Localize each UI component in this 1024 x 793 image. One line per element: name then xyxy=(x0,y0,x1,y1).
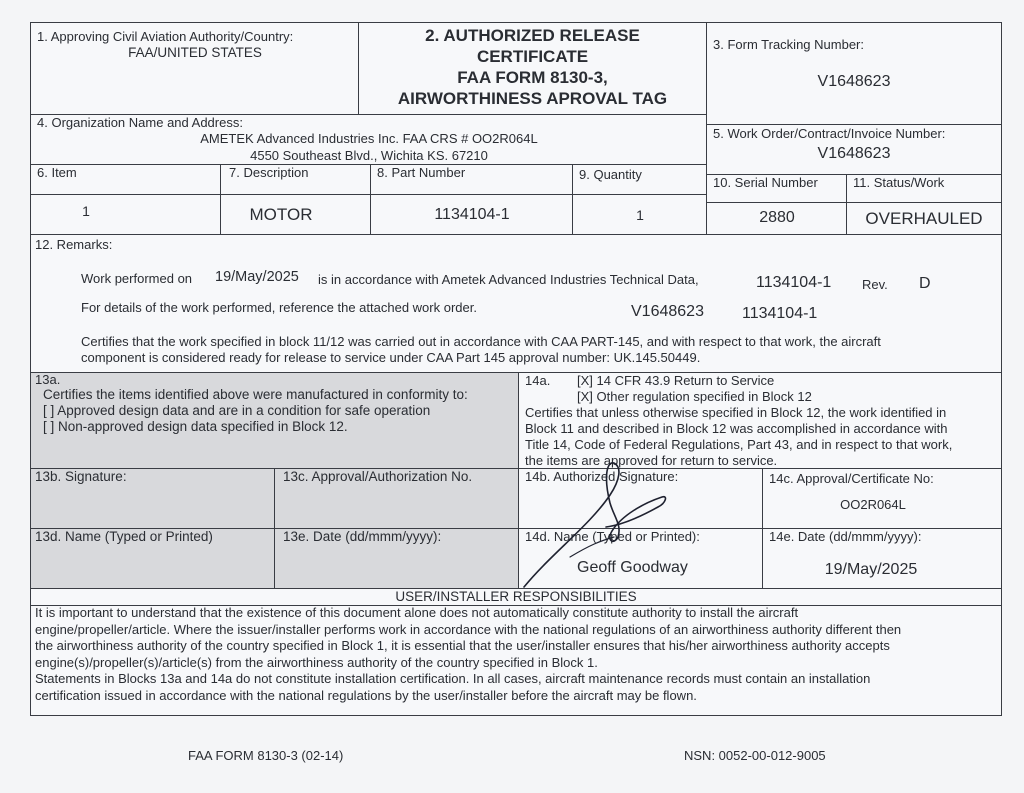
signature-stroke xyxy=(524,463,665,587)
release-date: 19/May/2025 xyxy=(824,561,918,578)
header-serial-number-label: 10. Serial Number xyxy=(713,175,818,190)
block-13c xyxy=(275,469,519,529)
header-part-number xyxy=(371,165,573,195)
responsibilities-title: USER/INSTALLER RESPONSIBILITIES xyxy=(395,589,637,604)
block-14d-label: 14d. Name (Typed or Printed): xyxy=(525,529,700,544)
block-14e xyxy=(763,529,1001,589)
block-2 xyxy=(359,23,707,115)
header-item xyxy=(31,165,221,195)
block-13d-label: 13d. Name (Typed or Printed) xyxy=(35,529,213,544)
description-cell xyxy=(221,195,371,235)
block-5-label: 5. Work Order/Contract/Invoice Number: xyxy=(713,126,946,141)
handwritten-signature xyxy=(510,445,690,595)
block-4-label: 4. Organization Name and Address: xyxy=(37,115,243,130)
responsibilities-line-3: the airworthiness authority of the country specified in Block 1, it is essential that the user/installer ensures that his/her airworthiness authority accepts xyxy=(35,638,890,653)
signature-underline xyxy=(570,537,614,557)
block-12-remarks xyxy=(31,235,1001,373)
responsibilities-line-6: certification issued in accordance with the national regulations by the user/installer before the aircraft may be flown. xyxy=(35,687,697,703)
block-13a xyxy=(31,373,519,469)
item-value: 1 xyxy=(82,203,90,219)
remarks-label: 12. Remarks: xyxy=(35,237,113,252)
remarks-technical-data: is in accordance with Ametek Advanced Industries Technical Data, xyxy=(318,272,699,287)
header-status-work-label: 11. Status/Work xyxy=(853,175,945,190)
block-13a-label: 13a. xyxy=(35,373,61,387)
block-13a-approved-design: [ ] Approved design data and are in a condition for safe operation xyxy=(43,403,431,418)
remarks-work-performed: Work performed on xyxy=(81,271,193,286)
remarks-date: 19/May/2025 xyxy=(215,269,299,285)
title-line-2: CERTIFICATE xyxy=(476,47,589,66)
block-14c xyxy=(763,469,1001,529)
block-13e xyxy=(275,529,519,589)
block-4 xyxy=(31,115,707,165)
remarks-part-number: 1134104-1 xyxy=(756,274,832,291)
remarks-details: For details of the work performed, reference the attached work order. xyxy=(81,300,477,315)
serial-number-cell xyxy=(707,203,847,235)
work-order-number: V1648623 xyxy=(817,145,891,162)
header-quantity xyxy=(573,165,707,195)
responsibilities-line-5: Statements in Blocks 13a and 14a do not constitute installation certification. In all cases, aircraft maintenance records must contain an installation xyxy=(35,671,871,686)
title-line-4: AIRWORTHINESS APROVAL TAG xyxy=(397,89,668,108)
block-14c-label: 14c. Approval/Certificate No: xyxy=(769,471,934,486)
remarks-part-number-2: 1134104-1 xyxy=(742,305,818,322)
header-part-number-label: 8. Part Number xyxy=(377,165,466,180)
signatory-name: Geoff Goodway xyxy=(577,559,688,576)
block-13a-line-1: Certifies the items identified above were manufactured in conformity to: xyxy=(43,387,468,402)
organization-name: AMETEK Advanced Industries Inc. FAA CRS # OO2R064L xyxy=(200,131,538,146)
remarks-work-order: V1648623 xyxy=(631,303,704,320)
header-item-label: 6. Item xyxy=(37,165,77,180)
block-14e-label: 14e. Date (dd/mmm/yyyy): xyxy=(769,529,922,544)
block-13e-label: 13e. Date (dd/mmm/yyyy): xyxy=(283,529,442,544)
description-value: MOTOR xyxy=(249,205,313,224)
block-13c-label: 13c. Approval/Authorization No. xyxy=(283,469,473,484)
status-work-value: OVERHAULED xyxy=(865,209,983,228)
responsibilities-line-2: engine/propeller/article. Where the issuer/installer performs work in accordance with the national regulations of an airworthiness authority different then xyxy=(35,621,902,637)
quantity-cell xyxy=(573,195,707,235)
block-3-label: 3. Form Tracking Number: xyxy=(713,37,864,52)
responsibilities-text xyxy=(35,605,901,704)
responsibilities-line-1: It is important to understand that the existence of this document alone does not automatically constitute authority to install the aircraft xyxy=(35,605,799,620)
block-14a-line-1: Certifies that unless otherwise specified in Block 12, the work identified in xyxy=(525,405,947,420)
form-number-footer: FAA FORM 8130-3 (02-14) xyxy=(188,748,344,763)
serial-number-value: 2880 xyxy=(759,209,795,226)
organization-address: 4550 Southeast Blvd., Wichita KS. 67210 xyxy=(250,148,488,163)
approval-certificate-number: OO2R064L xyxy=(840,497,906,512)
remarks-rev-label: Rev. xyxy=(862,277,888,292)
header-description xyxy=(221,165,371,195)
quantity-value: 1 xyxy=(636,207,644,223)
block-14a-return-to-service: [X] 14 CFR 43.9 Return to Service xyxy=(577,373,775,388)
remarks-certification-line-2: component is considered ready for release to service under CAA Part 145 approval number: UK.145.50449. xyxy=(81,350,701,365)
form-title xyxy=(359,25,706,109)
header-status-work xyxy=(847,175,1001,203)
header-serial-number xyxy=(707,175,847,203)
part-number-value: 1134104-1 xyxy=(434,206,510,223)
block-13a-non-approved-design: [ ] Non-approved design data specified in Block 12. xyxy=(43,419,348,434)
header-description-label: 7. Description xyxy=(229,165,309,180)
block-14a-line-4: the items are approved for return to service. xyxy=(525,453,778,468)
block-13d xyxy=(31,529,275,589)
block-14a-line-3: Title 14, Code of Federal Regulations, Part 43, and in respect to that work, xyxy=(525,437,953,452)
title-line-1: 2. AUTHORIZED RELEASE xyxy=(425,26,640,45)
block-14a-label: 14a. xyxy=(525,373,551,388)
remarks-certification-line-1: Certifies that the work specified in block 11/12 was carried out in accordance with CAA PART-145, and with respect to that work, the aircraft xyxy=(81,334,881,349)
header-quantity-label: 9. Quantity xyxy=(579,167,642,182)
block-14a-line-2: Block 11 and described in Block 12 was accomplished in accordance with xyxy=(525,421,948,436)
nsn-footer: NSN: 0052-00-012-9005 xyxy=(684,748,826,763)
block-13b-label: 13b. Signature: xyxy=(35,469,127,484)
part-number-cell xyxy=(371,195,573,235)
block-5 xyxy=(707,125,1001,175)
approving-authority: FAA/UNITED STATES xyxy=(128,45,262,60)
block-1-label: 1. Approving Civil Aviation Authority/Country: xyxy=(37,29,294,44)
form-tracking-number: V1648623 xyxy=(817,73,891,90)
block-13b xyxy=(31,469,275,529)
responsibilities-line-4: engine(s)/propeller(s)/article(s) from the airworthiness authority of the country specified in Block 1. xyxy=(35,654,598,670)
remarks-revision: D xyxy=(919,275,931,292)
block-14b-label: 14b. Authorized Signature: xyxy=(525,469,679,484)
title-line-3: FAA FORM 8130-3, xyxy=(457,68,608,87)
form-8130-3 xyxy=(30,22,1002,716)
block-14a-other-regulation: [X] Other regulation specified in Block 12 xyxy=(577,389,812,404)
block-1 xyxy=(31,23,359,115)
user-installer-responsibilities xyxy=(31,589,1001,715)
block-3 xyxy=(707,23,1001,125)
item-cell xyxy=(31,195,221,235)
status-work-cell xyxy=(847,203,1001,235)
